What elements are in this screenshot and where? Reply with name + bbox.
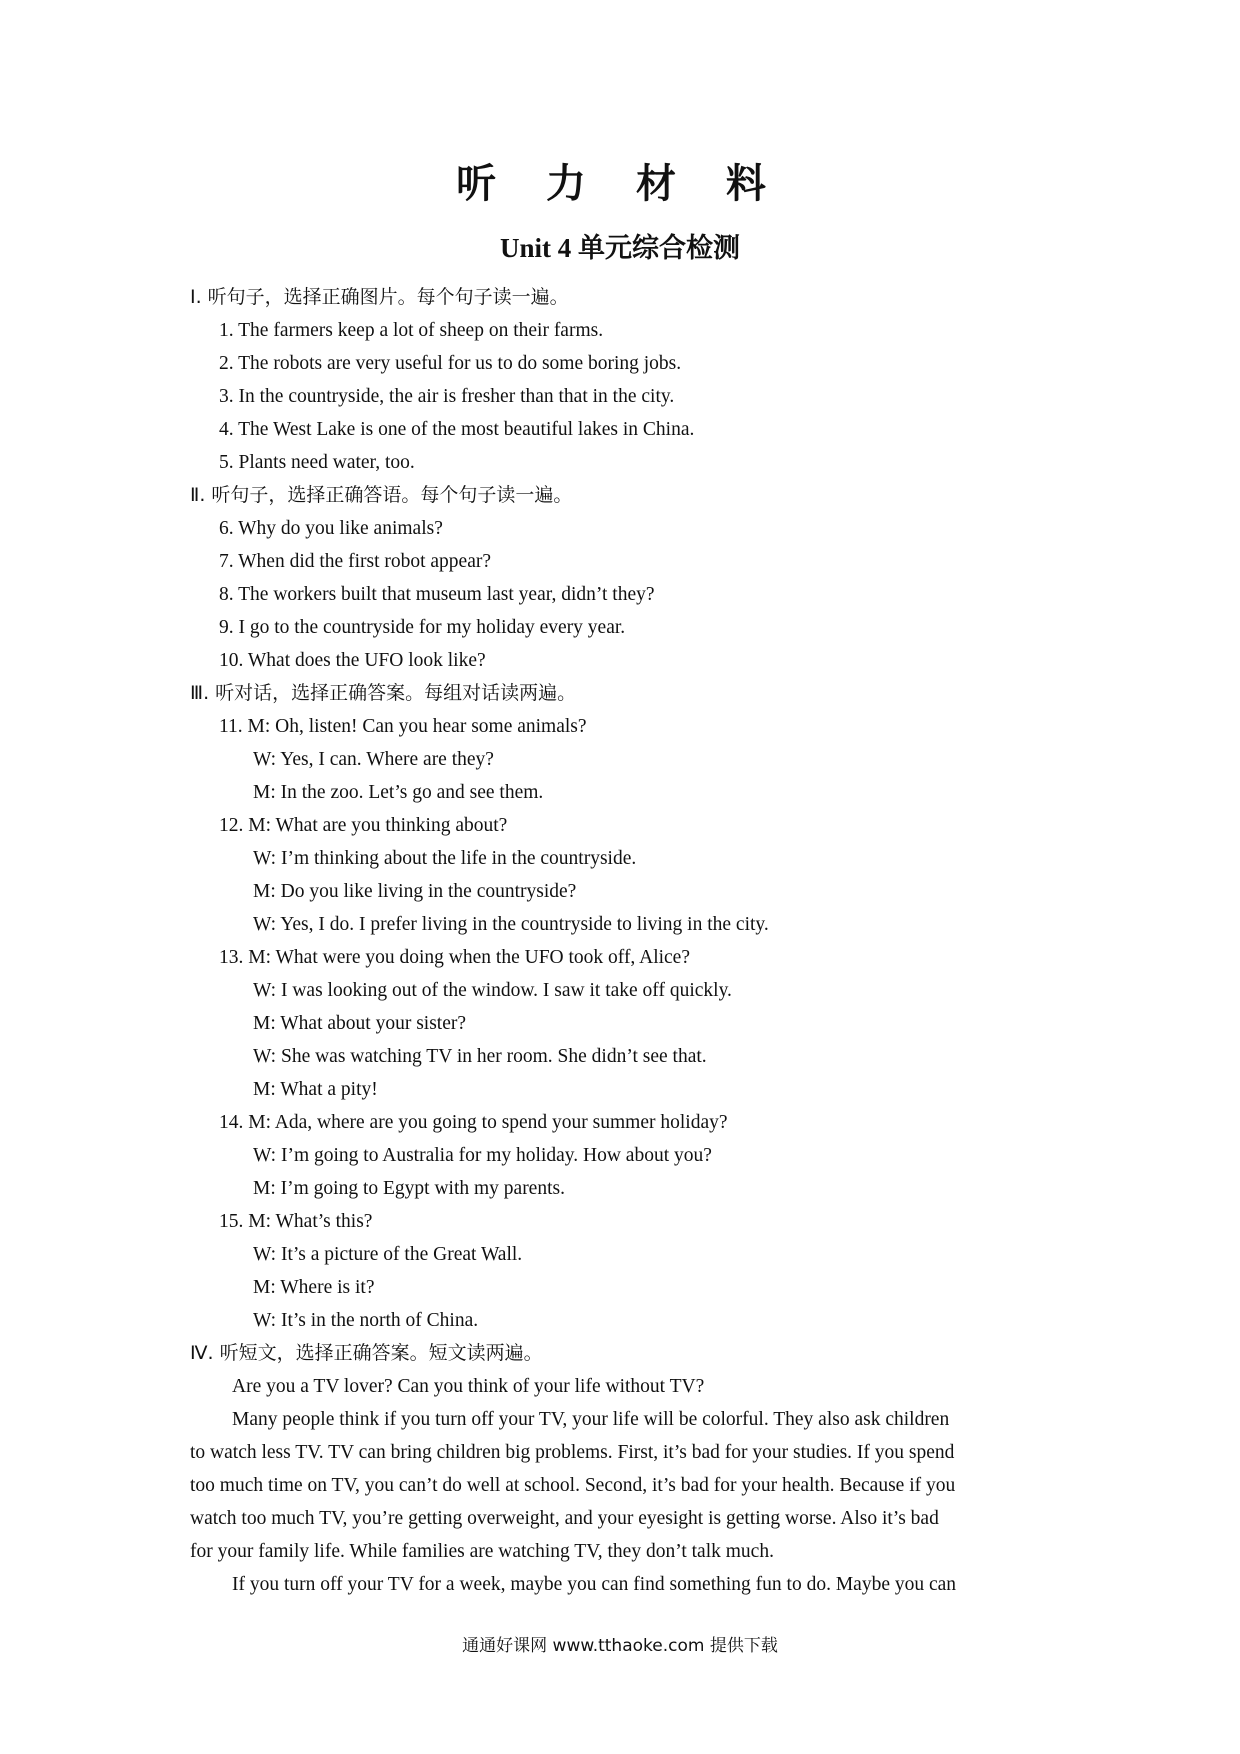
passage-line: Many people think if you turn off your TV, your life will be colorful. They also ask children (232, 1409, 950, 1430)
passage-line: watch too much TV, you’re getting overweight, and your eyesight is getting worse. Also it’s bad (190, 1508, 939, 1529)
dialogue-line: M: What a pity! (253, 1079, 378, 1100)
sentence-item: 5. Plants need water, too. (219, 452, 415, 473)
section-heading: Ⅰ. 听句子，选择正确图片。每个句子读一遍。 (190, 286, 569, 308)
dialogue-line: W: She was watching TV in her room. She didn’t see that. (253, 1046, 707, 1067)
dialogue-line: W: I’m thinking about the life in the countryside. (253, 848, 637, 869)
page-title: 听 力 材 料 (456, 161, 784, 207)
dialogue-item: 15. M: What’s this? (219, 1211, 373, 1232)
page-footer: 通通好课网 www.tthaoke.com 提供下载 (462, 1636, 778, 1656)
sentence-item: 4. The West Lake is one of the most beautiful lakes in China. (219, 419, 695, 440)
section-heading: Ⅳ. 听短文，选择正确答案。短文读两遍。 (190, 1342, 543, 1364)
passage-line: for your family life. While families are watching TV, they don’t talk much. (190, 1541, 774, 1562)
dialogue-line: W: Yes, I do. I prefer living in the countryside to living in the city. (253, 914, 769, 935)
section-heading: Ⅲ. 听对话，选择正确答案。每组对话读两遍。 (190, 682, 577, 704)
dialogue-line: M: I’m going to Egypt with my parents. (253, 1178, 565, 1199)
dialogue-line: W: It’s a picture of the Great Wall. (253, 1244, 523, 1265)
dialogue-line: W: I’m going to Australia for my holiday. How about you? (253, 1145, 712, 1166)
passage-line: too much time on TV, you can’t do well at school. Second, it’s bad for your health. Because if you (190, 1475, 956, 1496)
sentence-item: 6. Why do you like animals? (219, 518, 443, 539)
sentence-item: 8. The workers built that museum last year, didn’t they? (219, 584, 655, 605)
section-heading: Ⅱ. 听句子，选择正确答语。每个句子读一遍。 (190, 484, 573, 506)
sentence-item: 10. What does the UFO look like? (219, 650, 486, 671)
sentence-item: 7. When did the first robot appear? (219, 551, 492, 572)
dialogue-line: W: Yes, I can. Where are they? (253, 749, 494, 770)
sentence-item: 1. The farmers keep a lot of sheep on their farms. (219, 320, 604, 341)
dialogue-line: M: Do you like living in the countryside? (253, 881, 577, 902)
dialogue-item: 13. M: What were you doing when the UFO took off, Alice? (219, 947, 690, 968)
dialogue-line: W: It’s in the north of China. (253, 1310, 479, 1331)
sentence-item: 9. I go to the countryside for my holiday every year. (219, 617, 626, 638)
dialogue-item: 14. M: Ada, where are you going to spend your summer holiday? (219, 1112, 728, 1133)
dialogue-line: M: What about your sister? (253, 1013, 467, 1034)
dialogue-item: 12. M: What are you thinking about? (219, 815, 508, 836)
dialogue-line: M: In the zoo. Let’s go and see them. (253, 782, 544, 803)
passage-line: If you turn off your TV for a week, maybe you can find something fun to do. Maybe you can (232, 1574, 957, 1595)
page-subtitle: Unit 4 单元综合检测 (499, 233, 740, 263)
passage-line: to watch less TV. TV can bring children big problems. First, it’s bad for your studies. If you spend (190, 1442, 955, 1463)
dialogue-line: W: I was looking out of the window. I saw it take off quickly. (253, 980, 732, 1001)
sentence-item: 3. In the countryside, the air is fresher than that in the city. (219, 386, 675, 407)
sentence-item: 2. The robots are very useful for us to do some boring jobs. (219, 353, 682, 374)
dialogue-line: M: Where is it? (253, 1277, 375, 1298)
dialogue-item: 11. M: Oh, listen! Can you hear some animals? (219, 716, 587, 737)
passage-line: Are you a TV lover? Can you think of your life without TV? (232, 1376, 705, 1397)
